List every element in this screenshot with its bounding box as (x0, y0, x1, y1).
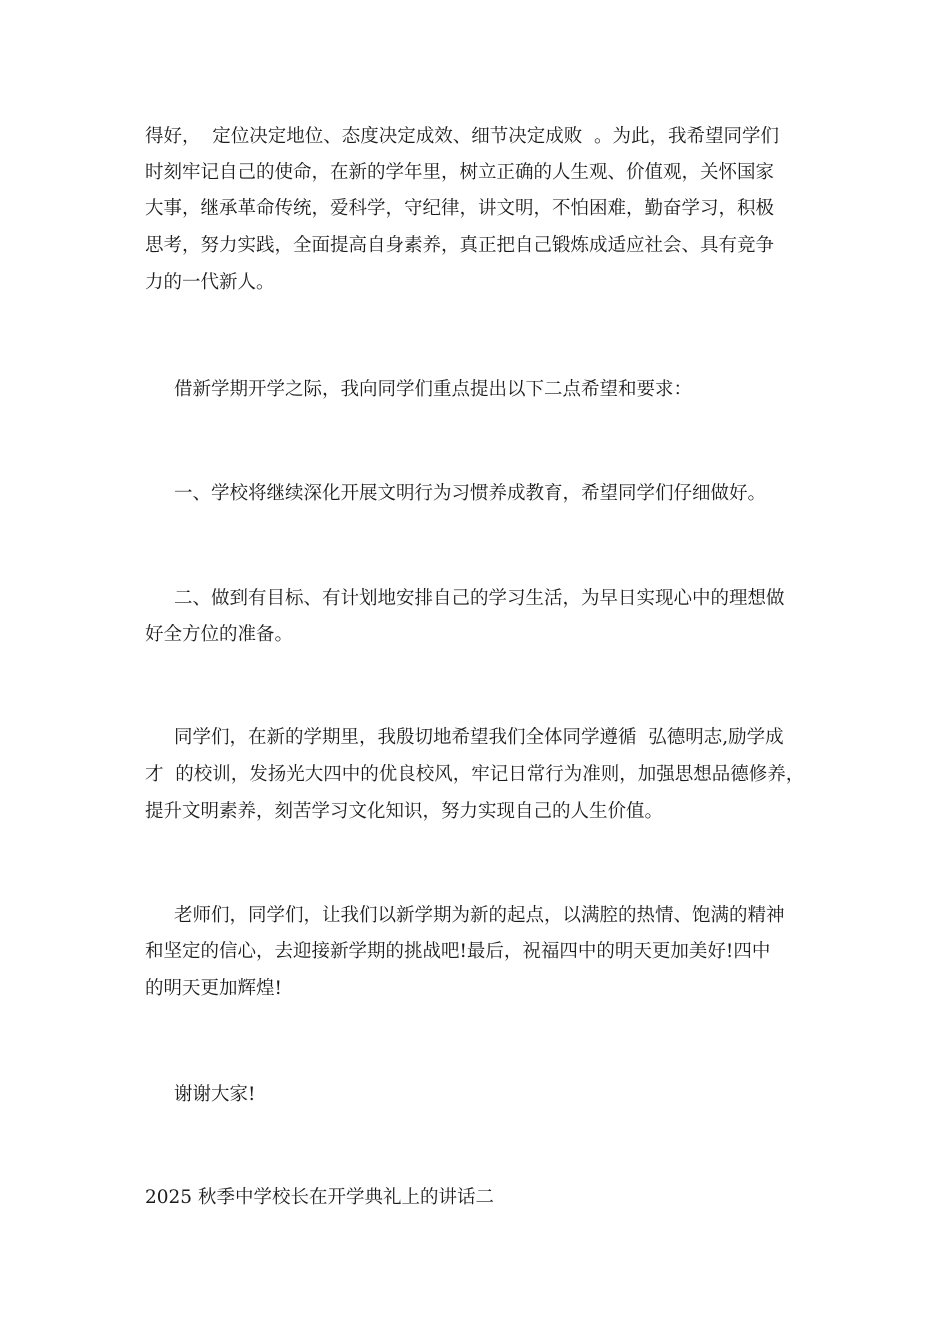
paragraph-3-line-1: 一、学校将继续深化开展文明行为习惯养成教育，希望同学们仔细做好。 (174, 483, 767, 504)
paragraph-4-line-1: 二、做到有目标、有计划地安排自己的学习生活，为早日实现心中的理想做 (174, 588, 785, 609)
paragraph-1-line-4: 思考，努力实践，全面提高自身素养，真正把自己锻炼成适应社会、具有竞争 (145, 235, 775, 256)
paragraph-4-line-2: 好全方位的准备。 (145, 624, 294, 645)
paragraph-6-line-3: 的明天更加辉煌! (145, 978, 282, 999)
paragraph-5-line-1: 同学们，在新的学期里，我殷切地希望我们全体同学遵循 弘德明志,励学成 (174, 727, 784, 748)
paragraph-1-line-3: 大事，继承革命传统，爱科学，守纪律，讲文明，不怕困难，勤奋学习，积极 (145, 198, 775, 219)
next-section-title: 2025 秋季中学校长在开学典礼上的讲话二 (145, 1187, 494, 1208)
paragraph-5-line-2: 才 的校训，发扬光大四中的优良校风，牢记日常行为准则，加强思想品德修养， (145, 764, 805, 785)
paragraph-7-line-1: 谢谢大家! (174, 1084, 256, 1105)
paragraph-6-line-2: 和坚定的信心，去迎接新学期的挑战吧!最后，祝福四中的明天更加美好!四中 (145, 941, 771, 962)
paragraph-1-line-1: 得好， 定位决定地位、态度决定成效、细节决定成败 。为此，我希望同学们 (145, 126, 780, 147)
paragraph-2-line-1: 借新学期开学之际，我向同学们重点提出以下二点希望和要求： (174, 379, 693, 400)
paragraph-5-line-3: 提升文明素养，刻苦学习文化知识，努力实现自己的人生价值。 (145, 801, 664, 822)
paragraph-1-line-2: 时刻牢记自己的使命，在新的学年里，树立正确的人生观、价值观，关怀国家 (145, 162, 775, 183)
paragraph-1-line-5: 力的一代新人。 (145, 272, 275, 293)
paragraph-6-line-1: 老师们，同学们，让我们以新学期为新的起点，以满腔的热情、饱满的精神 (174, 905, 785, 926)
